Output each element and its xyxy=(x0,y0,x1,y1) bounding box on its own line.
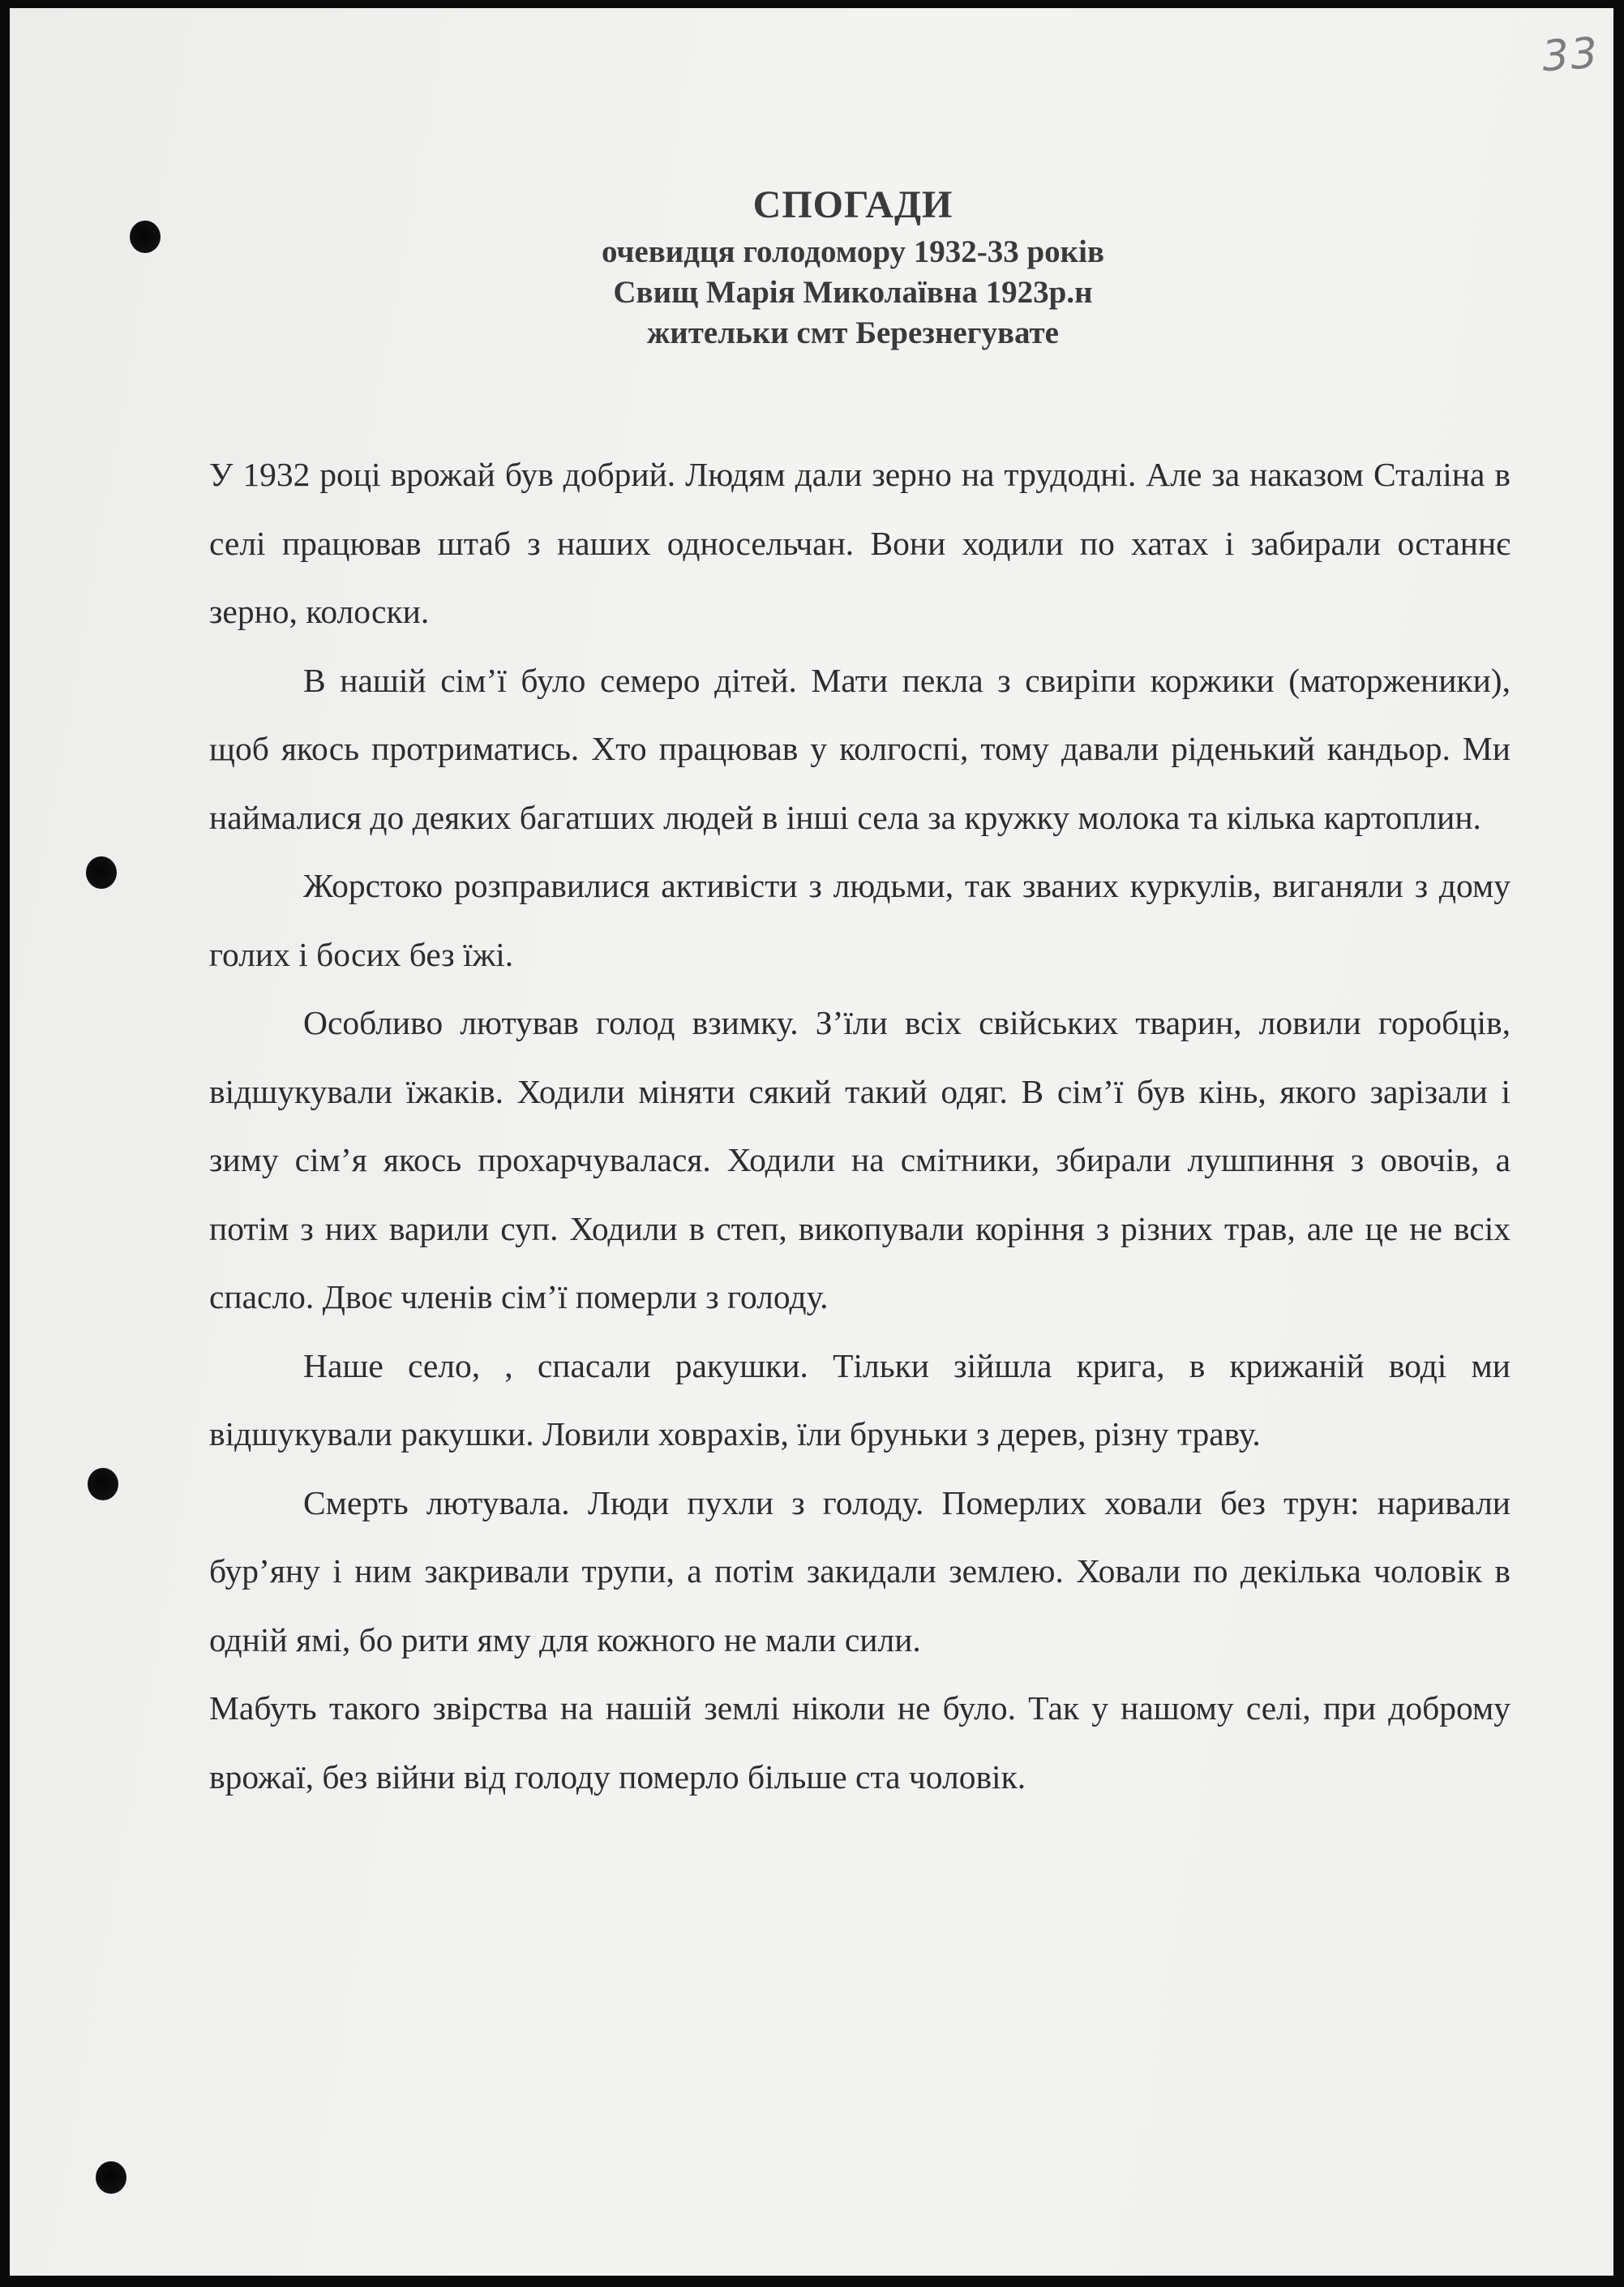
punch-hole xyxy=(86,856,117,889)
paragraph: Особливо лютував голод взимку. З’їли всіх свійських тварин, ловили горобців, відшукували їжаків. Ходили міняти сякий такий одяг. В сім’ї був кінь, якого зарізали і зиму сім’я якось прохарчувалася. Ходили на смітники, збирали лушпиння з овочів, а потім з них варили суп. Ходили в степ, викопували коріння з різних трав, але це не всіх спасло. Двоє членів сім’ї померли з голоду. xyxy=(209,1004,1510,1315)
paper-sheet xyxy=(10,8,1613,2276)
paragraph: Жорстоко розправилися активісти з людьми, так званих куркулів, виганяли з дому голих і босих без їжі. xyxy=(209,867,1510,973)
handwritten-page-number: 33 xyxy=(1540,28,1601,82)
punch-hole xyxy=(88,1468,118,1500)
paragraph: В нашій сім’ї було семеро дітей. Мати пекла з свиріпи коржики (маторженики), щоб якось протриматись. Хто працював у колгоспі, тому давали ріденький кандьор. Ми наймалися до деяких багатших людей в інші села за кружку молока та кілька картоплин. xyxy=(209,661,1510,836)
heading-subtitle: очевидця голодомору 1932-33 років xyxy=(601,234,1105,269)
paragraph: Мабуть такого звірства на нашій землі ніколи не було. Так у нашому селі, при доброму врожаї, без війни від голоду померло більше ста чоловік. xyxy=(209,1689,1510,1796)
punch-hole xyxy=(96,2161,126,2194)
document-heading xyxy=(10,178,1613,354)
document-title: СПОГАДИ xyxy=(752,183,953,226)
heading-author: Свищ Марія Миколаївна 1923р.н xyxy=(613,275,1093,310)
paragraph: Смерть лютувала. Люди пухли з голоду. Померлих ховали без трун: наривали бур’яну і ним закривали трупи, а потім закидали землею. Ховали по декілька чоловік в одній ямі, бо рити яму для кожного не мали сили. xyxy=(209,1483,1510,1658)
document-body xyxy=(209,440,1510,1811)
heading-residence: жительки смт Березнегувате xyxy=(647,315,1059,350)
paragraph: У 1932 році врожай був добрий. Людям дали зерно на трудодні. Але за наказом Сталіна в селі працював штаб з наших односельчан. Вони ходили по хатах і забирали останнє зерно, колоски. xyxy=(209,456,1510,630)
paragraph: Наше село, , спасали ракушки. Тільки зійшла крига, в крижаній воді ми відшукували ракушки. Ловили ховрахів, їли бруньки з дерев, різну траву. xyxy=(209,1346,1510,1452)
